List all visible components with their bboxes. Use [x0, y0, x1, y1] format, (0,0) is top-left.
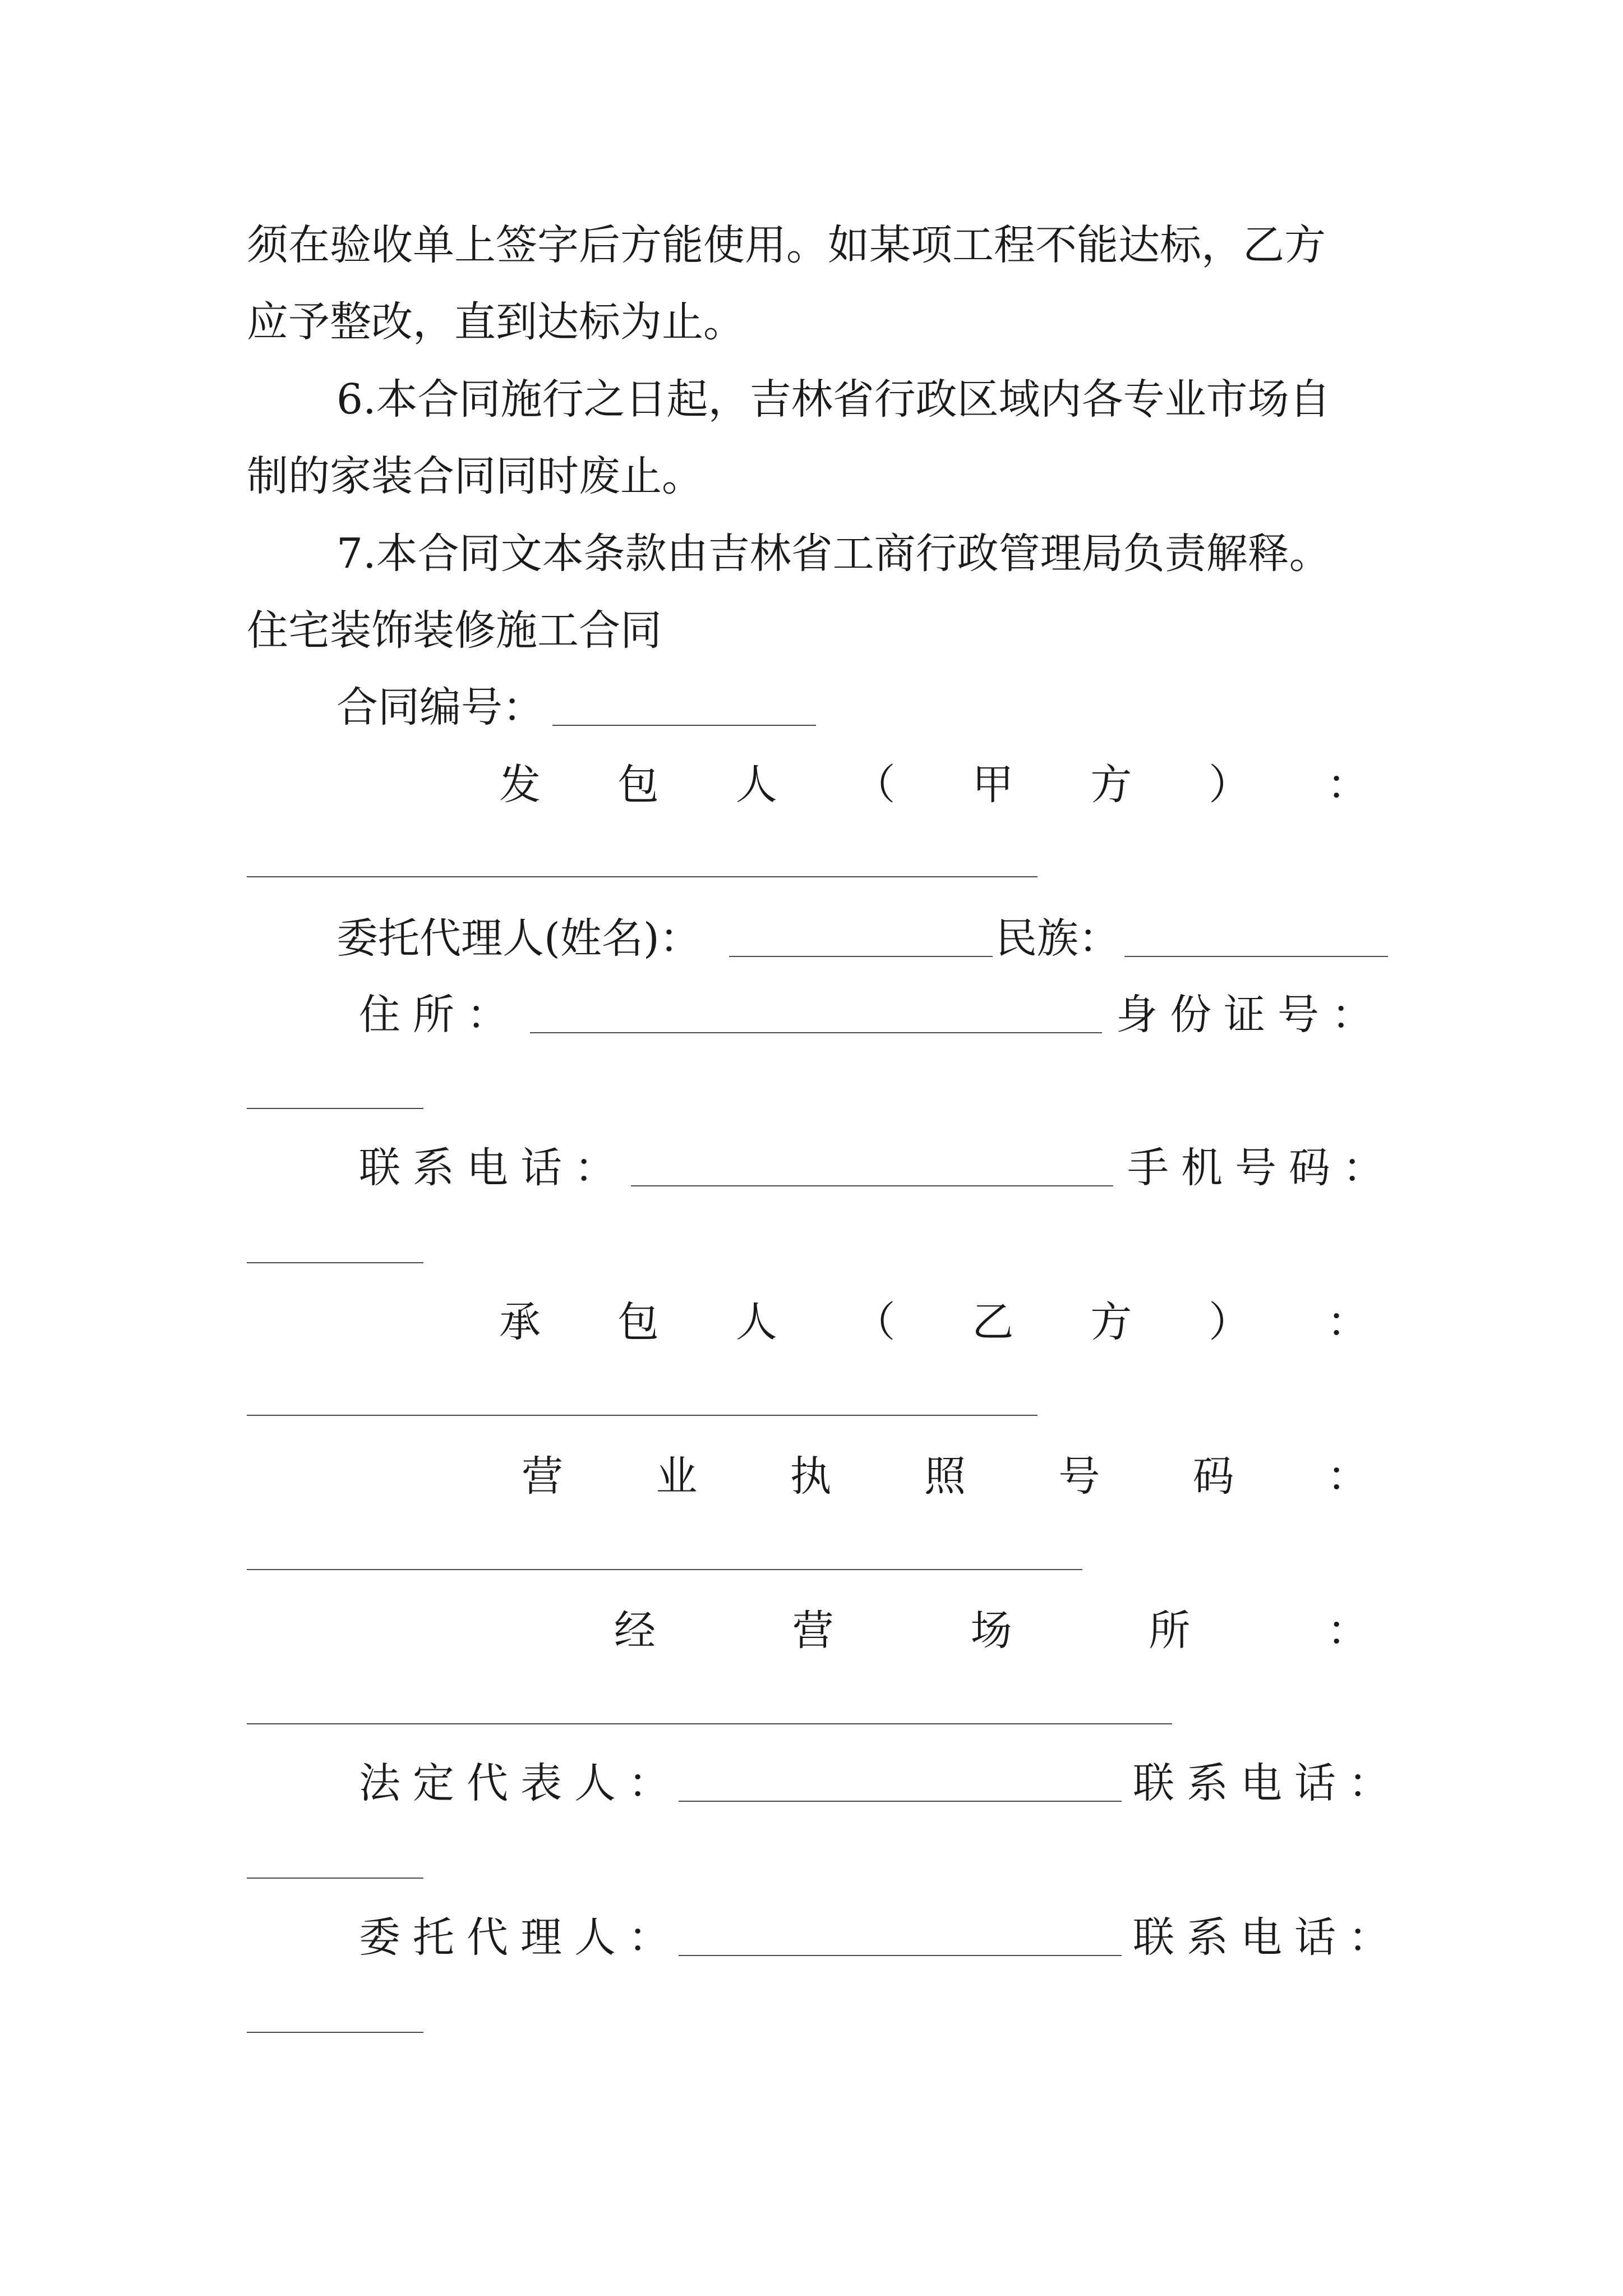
- premises-char: 所: [1149, 1607, 1191, 1655]
- license-char: 照: [924, 1452, 966, 1501]
- party-b-char: 承: [499, 1298, 541, 1346]
- legal-rep-phone-field[interactable]: [247, 1878, 423, 1879]
- id-no-field[interactable]: [247, 1108, 423, 1109]
- party-b-char: 乙: [972, 1298, 1014, 1346]
- party-b-char: 包: [617, 1298, 659, 1346]
- legal-rep-label: 法定代表人：: [359, 1759, 682, 1807]
- party-a-char: 人: [735, 761, 777, 809]
- agent-phone-label: 联系电话：: [1133, 1913, 1402, 1962]
- agent-name-label: 委托代理人(姓名)：: [336, 914, 701, 963]
- party-b-char: （: [854, 1298, 896, 1346]
- address-field[interactable]: [530, 1032, 1102, 1033]
- ethnicity-label: 民族：: [995, 914, 1120, 963]
- party-b-field[interactable]: [247, 1415, 1038, 1416]
- license-no-label: [522, 1452, 1368, 1501]
- paragraph-line: 制的家装合同同时废止。: [247, 452, 703, 500]
- license-char: 码: [1192, 1452, 1234, 1501]
- agent-field[interactable]: [679, 1955, 1122, 1956]
- ethnicity-field[interactable]: [1124, 956, 1388, 957]
- premises-label: [614, 1607, 1368, 1655]
- party-a-label: [499, 761, 1368, 809]
- premises-field[interactable]: [247, 1723, 1172, 1724]
- agent-name-field[interactable]: [729, 956, 993, 957]
- license-no-field[interactable]: [247, 1569, 1082, 1570]
- paragraph-line: 6.本合同施行之日起，吉林省行政区域内各专业市场自: [336, 375, 1331, 424]
- party-a-field[interactable]: [247, 876, 1038, 877]
- party-b-char: ）: [1209, 1298, 1251, 1346]
- paragraph-line: 应予整改，直到达标为止。: [247, 298, 745, 346]
- party-a-char: 甲: [972, 761, 1014, 809]
- party-a-char: 包: [617, 761, 659, 809]
- legal-rep-field[interactable]: [679, 1801, 1122, 1802]
- mobile-field[interactable]: [247, 1262, 423, 1263]
- phone-label: 联系电话：: [359, 1144, 628, 1192]
- contract-no-label: 合同编号：: [336, 683, 544, 731]
- party-b-label: [499, 1298, 1368, 1346]
- party-b-char: 方: [1090, 1298, 1132, 1346]
- party-b-char: ：: [1326, 1298, 1368, 1346]
- party-a-char: ：: [1326, 761, 1368, 809]
- paragraph-line: 7.本合同文本条款由吉林省工商行政管理局负责解释。: [336, 530, 1331, 578]
- premises-char: 场: [970, 1607, 1012, 1655]
- id-no-label: 身份证号：: [1116, 991, 1385, 1039]
- party-a-char: （: [854, 761, 896, 809]
- license-char: 执: [790, 1452, 832, 1501]
- agent-label: 委托代理人：: [359, 1913, 682, 1962]
- phone-field[interactable]: [631, 1185, 1113, 1186]
- premises-char: 营: [792, 1607, 834, 1655]
- paragraph-line: 须在验收单上签字后方能使用。如某项工程不能达标，乙方: [247, 221, 1326, 269]
- agent-phone-field[interactable]: [247, 2032, 423, 2033]
- premises-char: ：: [1327, 1607, 1368, 1655]
- address-label: 住所：: [359, 991, 520, 1039]
- license-char: 号: [1058, 1452, 1100, 1501]
- premises-char: 经: [614, 1607, 656, 1655]
- license-char: 营: [522, 1452, 563, 1501]
- party-a-char: 发: [499, 761, 541, 809]
- party-a-char: ）: [1209, 761, 1251, 809]
- license-char: ：: [1326, 1452, 1368, 1501]
- party-b-char: 人: [735, 1298, 777, 1346]
- mobile-label: 手机号码：: [1127, 1144, 1396, 1192]
- contract-no-field[interactable]: [552, 725, 816, 726]
- legal-rep-phone-label: 联系电话：: [1133, 1759, 1402, 1807]
- party-a-char: 方: [1090, 761, 1132, 809]
- contract-title: 住宅装饰装修施工合同: [247, 606, 662, 655]
- license-char: 业: [656, 1452, 698, 1501]
